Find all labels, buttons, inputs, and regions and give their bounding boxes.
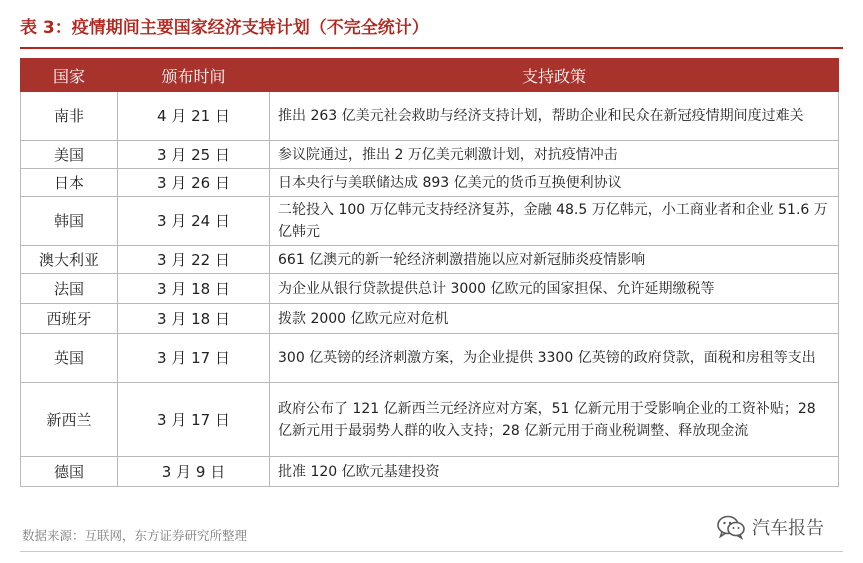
country-cell: 西班牙 xyxy=(21,304,118,334)
title-divider xyxy=(20,47,843,49)
header-policy: 支持政策 xyxy=(270,59,839,92)
watermark xyxy=(716,512,824,542)
date-cell: 3 月 22 日 xyxy=(118,246,270,274)
policy-cell: 拨款 2000 亿欧元应对危机 xyxy=(270,304,839,334)
policy-cell: 批准 120 亿欧元基建投资 xyxy=(270,457,839,487)
country-cell: 澳大利亚 xyxy=(21,246,118,274)
policy-cell: 二轮投入 100 万亿韩元支持经济复苏，金融 48.5 万亿韩元，小工商业者和企业 51.6 万亿韩元 xyxy=(270,197,839,246)
country-cell: 南非 xyxy=(21,92,118,141)
table-row xyxy=(21,274,839,304)
data-source-note: 数据来源：互联网，东方证券研究所整理 xyxy=(22,528,248,543)
table-row xyxy=(21,141,839,169)
table-row xyxy=(21,457,839,487)
table-row xyxy=(21,246,839,274)
table-row xyxy=(21,334,839,383)
country-cell: 新西兰 xyxy=(21,383,118,457)
country-cell: 日本 xyxy=(21,169,118,197)
footer-divider xyxy=(20,551,843,552)
date-cell: 3 月 26 日 xyxy=(118,169,270,197)
date-cell: 3 月 9 日 xyxy=(118,457,270,487)
policy-cell: 661 亿澳元的新一轮经济刺激措施以应对新冠肺炎疫情影响 xyxy=(270,246,839,274)
policy-table xyxy=(20,58,839,487)
policy-cell: 参议院通过，推出 2 万亿美元刺激计划，对抗疫情冲击 xyxy=(270,141,839,169)
policy-cell: 政府公布了 121 亿新西兰元经济应对方案，51 亿新元用于受影响企业的工资补贴；28 亿新元用于最弱势人群的收入支持；28 亿新元用于商业税调整、释放现金流 xyxy=(270,383,839,457)
table-row xyxy=(21,197,839,246)
date-cell: 3 月 17 日 xyxy=(118,383,270,457)
table-row xyxy=(21,383,839,457)
country-cell: 美国 xyxy=(21,141,118,169)
policy-cell: 为企业从银行贷款提供总计 3000 亿欧元的国家担保、允许延期缴税等 xyxy=(270,274,839,304)
country-cell: 德国 xyxy=(21,457,118,487)
table-title: 表 3：疫情期间主要国家经济支持计划（不完全统计） xyxy=(20,18,429,38)
policy-cell: 推出 263 亿美元社会救助与经济支持计划，帮助企业和民众在新冠疫情期间度过难关 xyxy=(270,92,839,141)
table-row xyxy=(21,304,839,334)
date-cell: 3 月 24 日 xyxy=(118,197,270,246)
policy-cell: 日本央行与美联储达成 893 亿美元的货币互换便利协议 xyxy=(270,169,839,197)
country-cell: 韩国 xyxy=(21,197,118,246)
table-row xyxy=(21,92,839,141)
date-cell: 3 月 25 日 xyxy=(118,141,270,169)
date-cell: 3 月 18 日 xyxy=(118,304,270,334)
policy-cell: 300 亿英镑的经济刺激方案，为企业提供 3300 亿英镑的政府贷款，面税和房租等支出 xyxy=(270,334,839,383)
date-cell: 4 月 21 日 xyxy=(118,92,270,141)
table-header-row xyxy=(21,59,839,92)
country-cell: 英国 xyxy=(21,334,118,383)
watermark-text: 汽车报告 xyxy=(752,518,824,539)
header-country: 国家 xyxy=(21,59,118,92)
wechat-icon xyxy=(716,514,746,540)
header-date: 颁布时间 xyxy=(118,59,270,92)
country-cell: 法国 xyxy=(21,274,118,304)
date-cell: 3 月 17 日 xyxy=(118,334,270,383)
table-row xyxy=(21,169,839,197)
date-cell: 3 月 18 日 xyxy=(118,274,270,304)
